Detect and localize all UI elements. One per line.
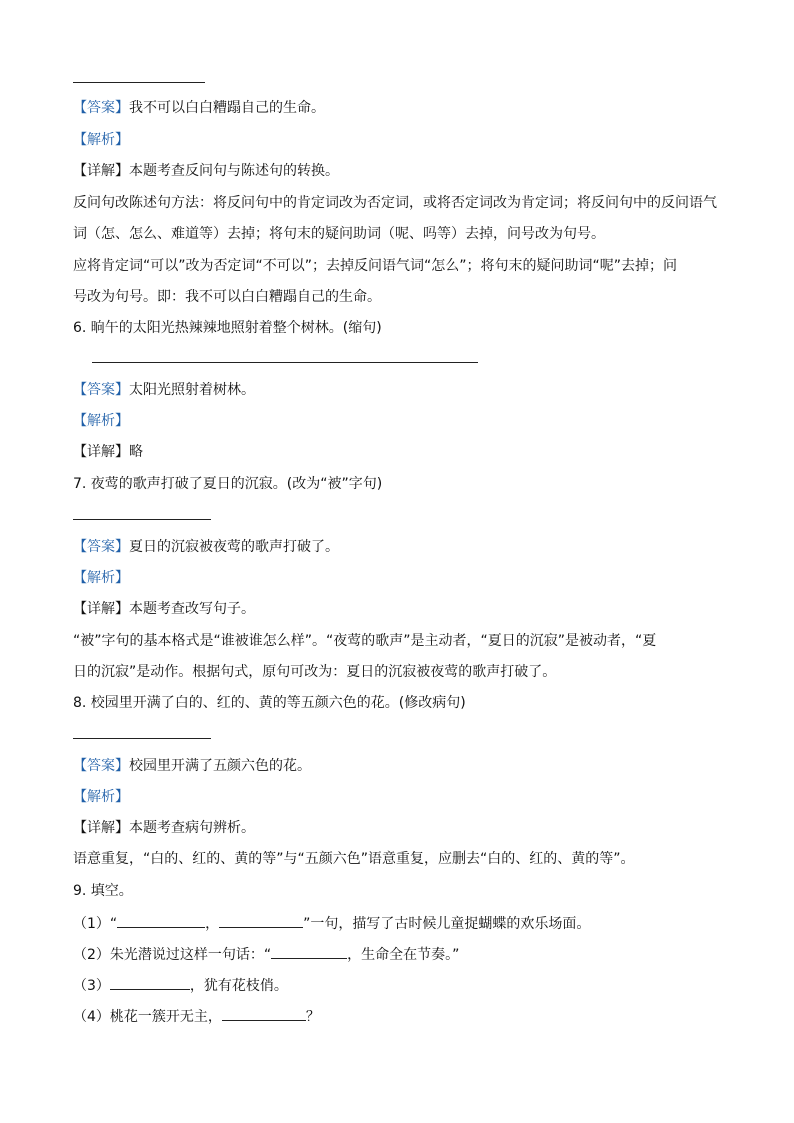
- q5-analysis-line: [73, 130, 129, 150]
- q6-answer-line: [73, 380, 255, 400]
- q9-item-3-prefix: （3）: [73, 978, 110, 994]
- q9-item-2-prefix: （2）朱光潜说过这样一句话：“: [73, 947, 272, 963]
- q8-analysis-line: [73, 787, 129, 807]
- q8-answer: 校园里开满了五颜六色的花。: [129, 758, 311, 774]
- analysis-tag: 【解析】: [73, 413, 129, 429]
- q5-detail-line: [73, 161, 339, 181]
- q9-item-4-suffix: ？: [305, 1009, 320, 1025]
- answer-tag: 【答案】: [73, 758, 129, 774]
- answer-line: [92, 362, 478, 363]
- q9-item-1-prefix: （1）“: [73, 916, 118, 932]
- q5-answer: 我不可以白白糟蹋自己的生命。: [129, 100, 325, 116]
- q5-paragraph-1-line-2: 词（怎、怎么、难道等）去掉；将句末的疑问助词（呢、吗等）去掉，问号改为句号。: [73, 226, 605, 242]
- fill-in-blank[interactable]: [110, 974, 190, 990]
- q5-answer-line: [73, 98, 325, 118]
- q6-question: 6. 晌午的太阳光热辣辣地照射着整个树林。(缩句): [73, 320, 382, 336]
- q7-answer: 夏日的沉寂被夜莺的歌声打破了。: [129, 539, 339, 555]
- q9-item-1-suffix: ”一句，描写了古时候儿童捉蝴蝶的欢乐场面。: [303, 916, 591, 932]
- fill-in-blank[interactable]: [271, 943, 347, 959]
- analysis-tag: 【解析】: [73, 570, 129, 586]
- answer-tag: 【答案】: [73, 539, 129, 555]
- q9-item-3: [73, 974, 288, 996]
- q5-paragraph-2-line-1: 应将肯定词“可以”改为否定词“不可以”；去掉反问语气词“怎么”；将句末的疑问助词“呢”去掉；问: [73, 258, 678, 274]
- answer-tag: 【答案】: [73, 100, 129, 116]
- fill-in-blank[interactable]: [219, 912, 303, 928]
- detail-tag: 【详解】: [73, 601, 129, 617]
- detail-tag: 【详解】: [73, 444, 129, 460]
- q9-title: 9. 填空。: [73, 883, 133, 899]
- q7-detail: 本题考查改写句子。: [129, 601, 255, 617]
- analysis-tag: 【解析】: [73, 132, 129, 148]
- q5-paragraph-1-line-1: 反问句改陈述句方法：将反问句中的肯定词改为否定词，或将否定词改为肯定词；将反问句中的反问语气: [73, 195, 717, 211]
- q7-paragraph-line-1: “被”字句的基本格式是“谁被谁怎么样”。“夜莺的歌声”是主动者，“夏日的沉寂”是被动者，“夏: [73, 633, 657, 649]
- q9-item-2: [73, 943, 459, 965]
- q6-analysis-line: [73, 411, 129, 431]
- detail-tag: 【详解】: [73, 163, 129, 179]
- fill-in-blank[interactable]: [222, 1005, 306, 1021]
- analysis-tag: 【解析】: [73, 789, 129, 805]
- q8-question: 8. 校园里开满了白的、红的、黄的等五颜六色的花。(修改病句): [73, 695, 466, 711]
- q7-detail-line: [73, 599, 255, 619]
- q9-item-3-suffix: ，犹有花枝俏。: [189, 978, 288, 994]
- q8-answer-line: [73, 756, 311, 776]
- q9-item-1: [73, 912, 590, 934]
- answer-tag: 【答案】: [73, 382, 129, 398]
- q7-paragraph-line-2: 日的沉寂”是动作。根据句式，原句可改为：夏日的沉寂被夜莺的歌声打破了。: [73, 664, 557, 680]
- q7-question: 7. 夜莺的歌声打破了夏日的沉寂。(改为“被”字句): [73, 476, 383, 492]
- q9-item-2-suffix: ，生命全在节奏。”: [347, 947, 460, 963]
- answer-line: [73, 82, 205, 83]
- fill-in-blank[interactable]: [117, 912, 205, 928]
- answer-line: [73, 519, 211, 520]
- q7-answer-line: [73, 537, 339, 557]
- q8-detail-line: [73, 818, 255, 838]
- q9-item-4-prefix: （4）桃花一簇开无主，: [73, 1009, 222, 1025]
- q8-detail: 本题考查病句辨析。: [129, 820, 255, 836]
- q5-detail: 本题考查反问句与陈述句的转换。: [129, 163, 339, 179]
- q5-paragraph-2-line-2: 号改为句号。即：我不可以白白糟蹋自己的生命。: [73, 289, 381, 305]
- q9-item-1-separator: ，: [205, 916, 220, 932]
- detail-tag: 【详解】: [73, 820, 129, 836]
- q9-item-4: [73, 1005, 320, 1027]
- q8-paragraph-line-1: 语意重复，“白的、红的、黄的等”与“五颜六色”语意重复，应删去“白的、红的、黄的等”。: [73, 851, 635, 867]
- q7-analysis-line: [73, 568, 129, 588]
- answer-line: [73, 738, 211, 739]
- q6-detail-line: [73, 442, 143, 462]
- q6-answer: 太阳光照射着树林。: [129, 382, 255, 398]
- q6-detail: 略: [129, 444, 143, 460]
